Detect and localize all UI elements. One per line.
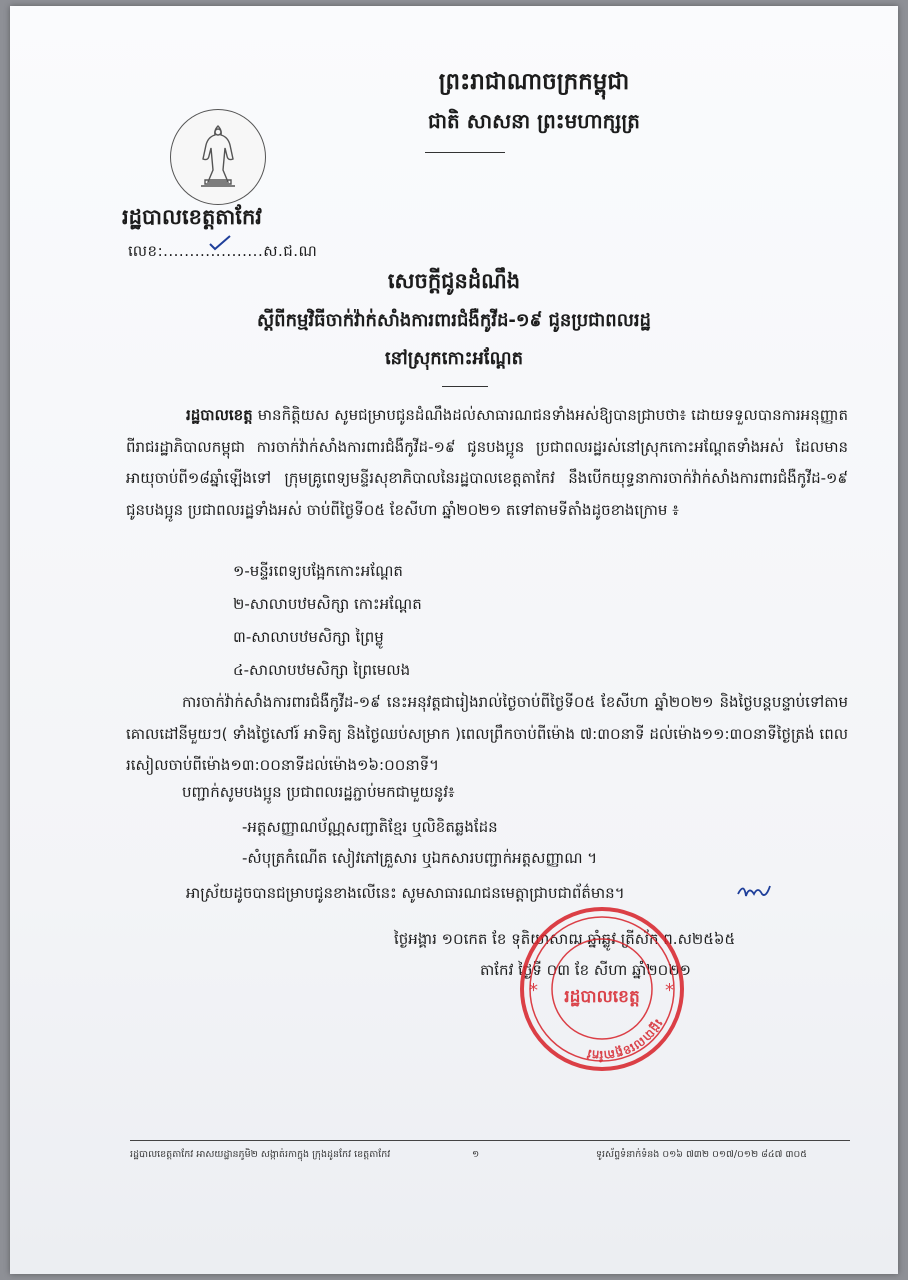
reference-number: លេខ:...................ស.ជ.ណ	[128, 242, 318, 260]
title-divider	[442, 386, 488, 387]
initials-signature	[736, 880, 772, 906]
list-item: -សំបុត្រកំណើត សៀវភៅគ្រួសារ ឬឯកសារបញ្ជាក់អត្តសញ្ញាណ ។	[242, 849, 598, 867]
lunar-date: ថ្ងៃអង្គារ ១០កេត ខែ ទុតិយាសាឍ ឆ្នាំឆ្លូវ ត្រីស័ក ព.ស២៥៦៥	[394, 930, 736, 948]
document-subject-line2: នៅស្រុកកោះអណ្តែត	[384, 348, 524, 369]
list-item: ៣-សាលាបឋមសិក្សា ព្រៃម្លូ	[233, 628, 384, 646]
closing-sentence: អាស្រ័យដូចបានជម្រាបជូនខាងលើនេះ សូមសាធារណជនមេត្តាជ្រាបជាព័ត៌មាន។	[186, 884, 625, 902]
intro-lead: រដ្ឋបាលខេត្ត	[186, 406, 253, 424]
seal-center-text: រដ្ឋបាលខេត្ត	[564, 987, 640, 1007]
footer-divider	[130, 1140, 850, 1141]
list-item: -អត្តសញ្ញាណប័ណ្ណសញ្ជាតិខ្មែរ ឬលិខិតឆ្លងដែន	[242, 818, 498, 836]
checkmark-icon	[208, 234, 232, 256]
national-motto: ជាតិ សាសនា ព្រះមហាក្សត្រ	[428, 109, 640, 133]
svg-text:*: *	[529, 980, 538, 1001]
footer-address: រដ្ឋបាលខេត្តតាកែវ អាសយដ្ឋានភូមិ២ សង្កាត់រកាក្នុង ក្រុងដូនកែវ ខេត្តតាកែវ	[130, 1149, 391, 1160]
list-item: ១-មន្ទីរពេទ្យបង្អែកកោះអណ្តែត	[233, 562, 403, 580]
document-page	[10, 6, 898, 1274]
requirements-intro: បញ្ជាក់សូមបងប្អូន ប្រជាពលរដ្ឋភ្ជាប់មកជាមួយនូវ៖	[182, 783, 455, 801]
kingdom-header: ព្រះរាជាណាចក្រកម្ពុជា	[438, 69, 630, 95]
location-list	[233, 556, 422, 688]
svg-text:*: *	[665, 980, 674, 1001]
document-subject-line1: ស្តីពីកម្មវិធីចាក់វ៉ាក់សាំងការពារជំងឺកូវីដ-១៩ ជូនប្រជាពលរដ្ឋ	[257, 310, 651, 331]
schedule-paragraph: ការចាក់វ៉ាក់សាំងការពារជំងឺកូវីដ-១៩ នេះអនុវត្តជារៀងរាល់ថ្ងៃចាប់ពីថ្ងៃទី០៥ ខែសីហា ឆ្នាំ២០២១ និងថ្ងៃបន្តបន្ទាប់ទៅតាមគោលដៅនីមួយៗ( ទាំងថ្ងៃសៅរ៍ អាទិត្យ និងថ្ងៃឈប់សម្រាក )ពេលព្រឹកចាប់ពីម៉ោង ៧:៣០នាទី ដល់ម៉ោង១១:៣០នាទីថ្ងៃត្រង់ ពេលរសៀលចាប់ពីម៉ោង១៣:០០នាទីដល់ម៉ោង១៦:០០នាទី។	[126, 693, 848, 774]
intro-text: មានកិត្តិយស សូមជម្រាបជូនដំណឹងដល់សាធារណជនទាំងអស់ឱ្យបានជ្រាបថា៖ ដោយទទួលបានការអនុញ្ញាតពីរាជរដ្ឋាភិបាលកម្ពុជា ការចាក់វ៉ាក់សាំងការពារជំងឺកូវីដ-១៩ ជូនបងប្អូន ប្រជាពលរដ្ឋរស់នៅស្រុកកោះអណ្តែតទាំងអស់ ដែលមានអាយុចាប់ពី១៨ឆ្នាំឡើងទៅ ក្រុមគ្រូពេទ្យមន្ទីរសុខាភិបាលនៃរដ្ឋបាលខេត្តតាកែវ នឹងបើកយុទ្ធនាការចាក់វ៉ាក់សាំងការពារជំងឺកូវីដ-១៩ ជូនបងប្អូន ប្រជាពលរដ្ឋទាំងអស់ ចាប់ពីថ្ងៃទី០៥ ខែសីហា ឆ្នាំ២០២១ តទៅតាមទីតាំងដូចខាងក្រោម ៖	[126, 406, 848, 519]
ministry-name: រដ្ឋបាលខេត្តតាកែវ	[122, 205, 262, 229]
document-title: សេចក្តីជូនដំណឹង	[387, 269, 521, 293]
list-item: ២-សាលាបឋមសិក្សា កោះអណ្តែត	[233, 595, 422, 613]
footer-page-number: ១	[472, 1149, 480, 1160]
emblem-icon	[170, 109, 266, 205]
header-divider	[425, 152, 505, 153]
list-item: ៤-សាលាបឋមសិក្សា ព្រៃមេលង	[233, 661, 411, 679]
intro-paragraph	[126, 400, 848, 526]
solar-date: តាកែវ ថ្ងៃទី ០៣ ខែ សីហា ឆ្នាំ២០២១	[480, 961, 691, 979]
seal-ring-text: រដ្ឋបាលខេត្តតាកែវ	[586, 1017, 666, 1063]
footer-phone: ទូរស័ព្ទទំនាក់ទំនង ០១៦ ៧៣២ ០១៧/០១២ ៨៤៧ ៣០៥	[596, 1149, 807, 1160]
official-seal	[517, 904, 687, 1078]
